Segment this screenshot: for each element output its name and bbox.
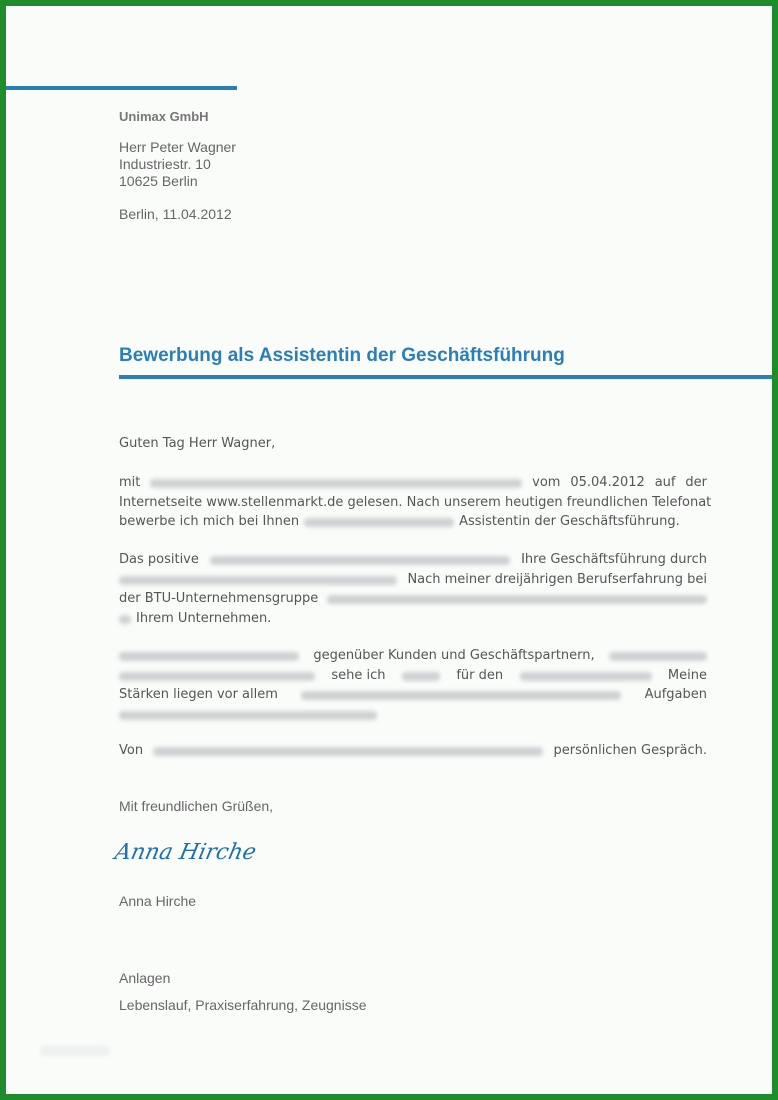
redacted-text xyxy=(327,595,707,604)
line-text: der BTU-Unternehmensgruppe xyxy=(119,591,319,606)
redacted-text xyxy=(153,747,543,756)
redacted-text xyxy=(150,479,522,488)
signature-image xyxy=(112,835,259,869)
recipient-street: Industriestr. 10 xyxy=(119,156,211,172)
paragraph-line xyxy=(119,493,712,513)
redacted-text xyxy=(119,652,299,661)
recipient-city: 10625 Berlin xyxy=(119,173,198,189)
header-rule xyxy=(6,86,237,90)
letter-subject: Bewerbung als Assistentin der Geschäftsführung xyxy=(119,345,565,366)
paragraph-line xyxy=(119,473,707,493)
line-text: Nach meiner dreijährigen Berufserfahrung bei xyxy=(407,571,707,587)
paragraph-1 xyxy=(119,473,712,532)
subject-rule xyxy=(119,375,772,379)
paragraph-line xyxy=(119,512,707,532)
word: 05.04.2012 xyxy=(570,475,645,490)
paragraph-line xyxy=(119,741,707,761)
paragraph-4 xyxy=(119,741,707,761)
line-text: gegenüber Kunden und Geschäftspartnern, xyxy=(313,648,595,663)
paragraph-3 xyxy=(119,646,707,720)
word: mit xyxy=(119,475,141,490)
line-text: Internetseite www.stellenmarkt.de gelesen. Nach unserem heutigen freundlichen Telefonat xyxy=(119,494,712,510)
line-text: Das positive xyxy=(119,552,199,567)
redacted-text xyxy=(119,615,131,624)
redacted-text xyxy=(520,672,652,681)
redacted-text xyxy=(609,652,707,661)
signature-text: Anna Hirche xyxy=(112,839,259,865)
line-text: Stärken liegen vor allem xyxy=(119,687,278,702)
redacted-text xyxy=(119,576,397,585)
paragraph-line xyxy=(119,609,707,629)
redacted-text xyxy=(119,672,315,681)
paragraph-line xyxy=(119,705,707,720)
line-text: für den xyxy=(456,667,504,683)
closing-formula: Mit freundlichen Grüßen, xyxy=(119,798,274,814)
line-text: Meine xyxy=(667,667,707,683)
paragraph-2 xyxy=(119,550,707,628)
recipient-name: Herr Peter Wagner xyxy=(119,139,236,155)
word: der xyxy=(685,475,707,490)
line-text: Aufgaben xyxy=(644,687,707,702)
enclosures-label: Anlagen xyxy=(119,970,171,986)
enclosures-list: Lebenslauf, Praxiserfahrung, Zeugnisse xyxy=(119,997,367,1013)
paragraph-line xyxy=(119,646,707,666)
line-text: bewerbe ich mich bei Ihnen xyxy=(119,514,300,529)
paragraph-line xyxy=(119,685,707,705)
line-text: Ihrem Unternehmen. xyxy=(136,610,272,626)
watermark xyxy=(40,1046,110,1056)
recipient-address xyxy=(119,139,236,190)
line-text: Ihre Geschäftsführung durch xyxy=(521,552,707,567)
line-text: sehe ich xyxy=(331,667,386,683)
word: auf xyxy=(654,475,676,490)
paragraph-line xyxy=(119,666,707,686)
redacted-text xyxy=(304,518,454,527)
line-text: persönlichen Gespräch. xyxy=(553,743,707,758)
redacted-text xyxy=(402,672,440,681)
paragraph-line xyxy=(119,570,707,590)
signer-name: Anna Hirche xyxy=(119,893,197,909)
paragraph-line xyxy=(119,550,707,570)
redacted-text xyxy=(301,691,621,700)
word: vom xyxy=(532,475,561,490)
sender-company: Unimax GmbH xyxy=(119,109,209,124)
line-text: Assistentin der Geschäftsführung. xyxy=(459,514,680,529)
paragraph-line xyxy=(119,589,707,609)
letter-date: Berlin, 11.04.2012 xyxy=(119,206,232,222)
greeting: Guten Tag Herr Wagner, xyxy=(119,436,276,451)
redacted-text xyxy=(210,556,510,565)
redacted-text xyxy=(119,711,377,720)
line-text: Von xyxy=(119,743,144,758)
